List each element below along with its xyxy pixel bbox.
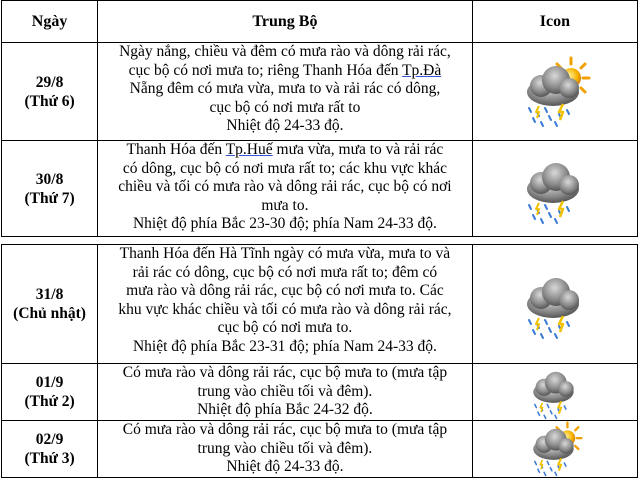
forecast-line: Có mưa rào và dông rải rác, cục bộ mưa to (mưa tập [122,421,448,438]
forecast-line: cục bộ có nơi mưa rất to [209,98,361,116]
forecast-line-part: cục bộ có nơi mưa to; riêng Thanh Hóa đến [128,61,399,79]
date-label: 29/8 [35,73,64,91]
forecast-line-part: mưa vừa, mưa to và rải rác [276,141,444,158]
forecast-line: mưa to. [261,196,309,214]
weekday-label: (Thứ 7) [24,189,75,207]
forecast-line: Nẵng đêm có mưa vừa, mưa to và rải rác có dông, [129,80,441,97]
table-row [2,421,638,478]
icon-cell [472,364,637,421]
cloud-rain-thunder-icon [527,364,583,420]
forecast-line: mưa rào và dông rải rác, cục bộ có nơi mưa to. Các [126,282,444,299]
header-day: Ngày [2,1,98,43]
forecast-table-top [1,0,638,237]
forecast-line: Có mưa rào và dông rải rác, cục bộ mưa to (mưa tập [122,364,448,381]
forecast-text [98,43,473,141]
cloud-rain-thunder-icon [519,268,591,340]
date-label: 02/9 [35,431,64,448]
forecast-line-part: Thanh Hóa đến [126,141,223,158]
forecast-line: cục bộ có nơi mưa to. [217,319,353,336]
forecast-line: trung vào chiều tối và đêm). [197,382,373,400]
forecast-line: Nhiệt độ phía Bắc 23-31 độ; phía Nam 24-33 độ. [132,337,437,355]
sun-cloud-rain-thunder-icon [519,56,591,128]
forecast-line: Nhiệt độ 24-33 độ. [226,458,344,475]
forecast-text [98,421,473,478]
table-row [2,141,638,237]
weekday-label: (Thứ 3) [24,450,75,467]
forecast-line: có dông, cục bộ có nơi mưa rất to; các khu vực khác [122,159,447,177]
forecast-line [98,62,472,81]
forecast-table-bottom [1,244,638,478]
icon-cell [472,421,637,478]
forecast-line: Nhiệt độ phía Bắc 23-30 độ; phía Nam 24-33 độ. [132,215,437,232]
table-row [2,364,638,421]
day-cell [2,43,98,141]
forecast-line: Nhiệt độ 24-33 độ. [226,117,344,134]
forecast-line [98,141,472,160]
icon-cell [472,43,637,141]
forecast-line: Ngày nắng, chiều và đêm có mưa rào và dông rải rác, [119,43,451,60]
day-cell [2,421,98,478]
day-cell [2,141,98,237]
forecast-line: Thanh Hóa đến Hà Tĩnh ngày có mưa vừa, mưa to và [119,245,451,262]
forecast-text [98,364,473,421]
header-row [2,1,638,43]
forecast-line: rải rác có dông, cục bộ có nơi mưa rất to; đêm có [132,263,438,281]
forecast-line: khu vực khác chiều và tối có mưa rào và dông rải rác, [118,300,452,318]
cloud-rain-thunder-icon [519,153,591,225]
day-cell [2,364,98,421]
weekday-label: (Thứ 2) [24,393,75,410]
forecast-text [98,141,473,237]
table-row [2,43,638,141]
forecast-line: chiều và tối có mưa rào và dông rải rác, cục bộ có nơi [118,178,452,195]
date-label: 30/8 [35,170,64,188]
header-icon: Icon [472,1,637,43]
day-cell [2,245,98,364]
date-label: 31/8 [35,286,64,303]
sun-cloud-rain-thunder-icon [527,421,583,477]
forecast-line: Nhiệt độ phía Bắc 24-32 độ. [197,401,373,418]
icon-cell [472,245,637,364]
forecast-text [98,245,473,364]
forecast-line: trung vào chiều tối và đêm). [197,439,373,457]
weekday-label: (Thứ 6) [24,92,75,110]
table-row [2,245,638,364]
place-link: Tp.Huế [225,141,273,158]
weekday-label: (Chủ nhật) [13,305,86,322]
header-region: Trung Bộ [98,1,473,43]
place-link: Tp.Đà [402,61,442,79]
icon-cell [472,141,637,237]
date-label: 01/9 [35,374,64,391]
